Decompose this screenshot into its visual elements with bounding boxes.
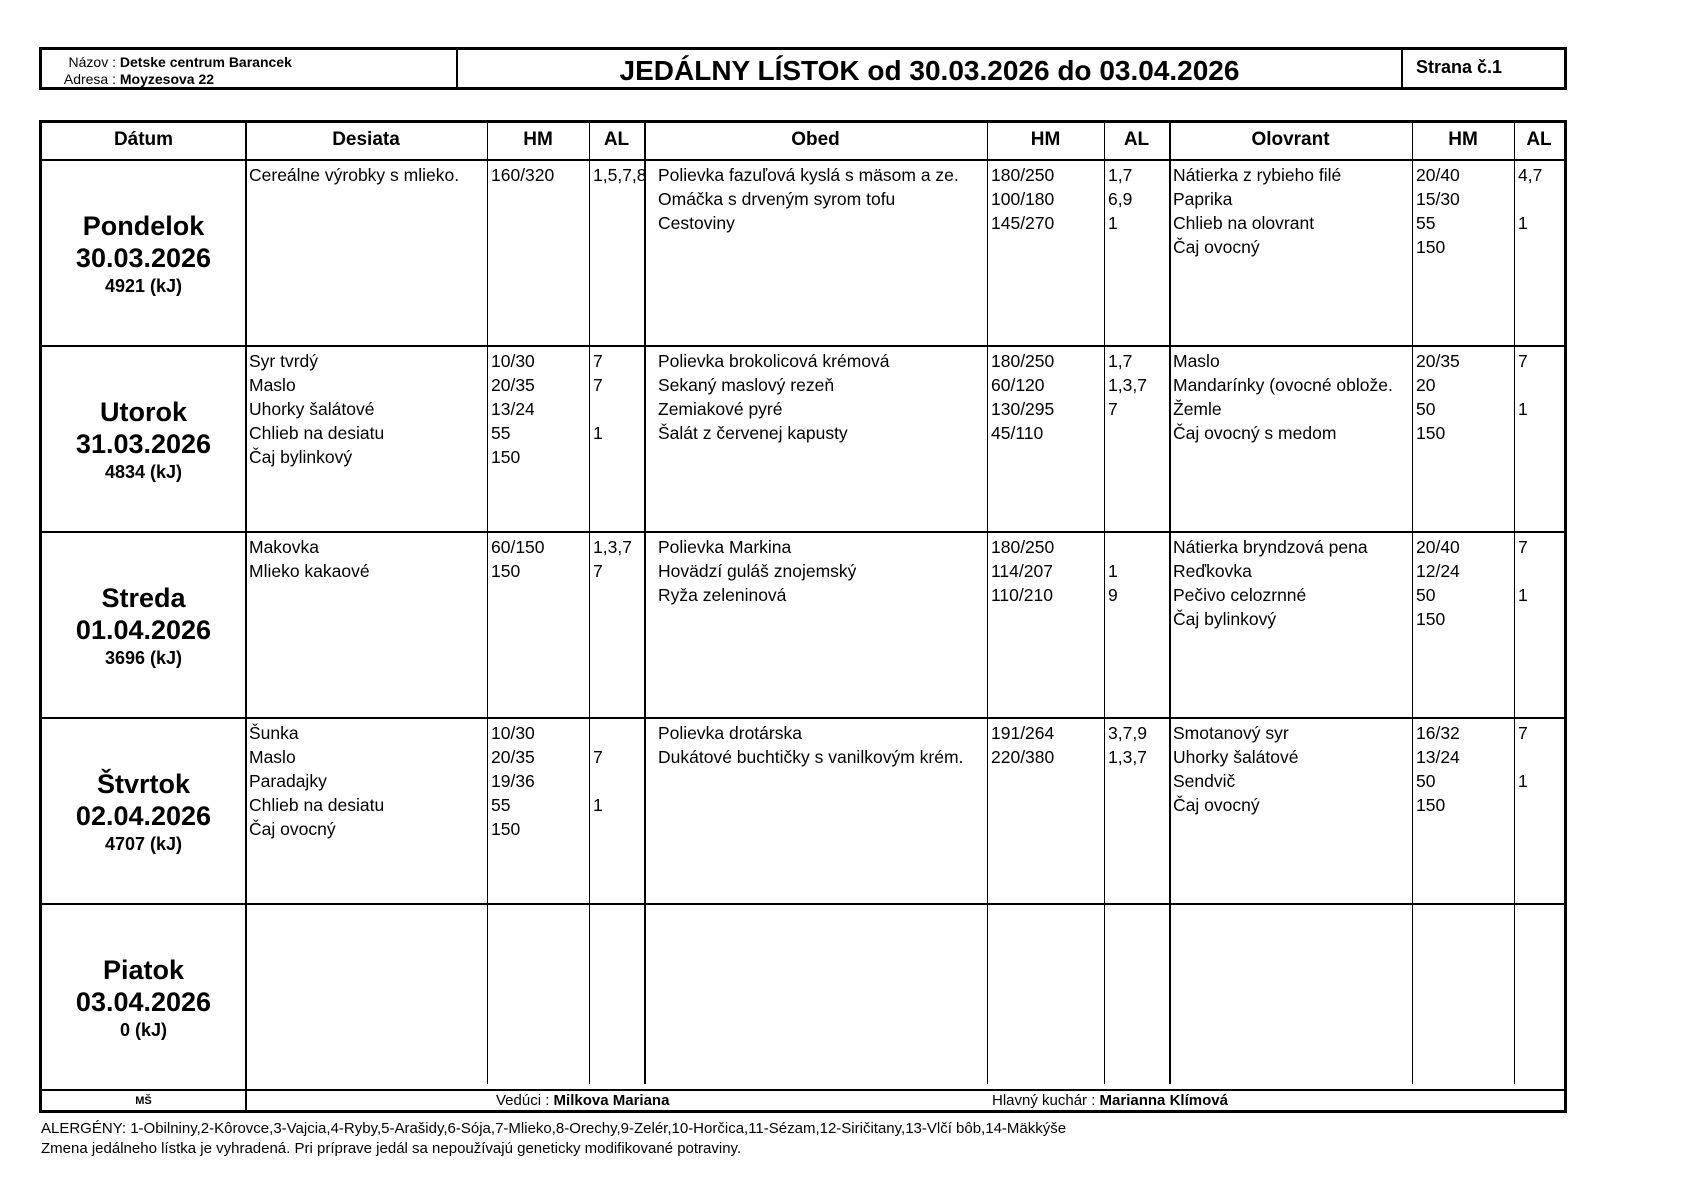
lunch-al: 1,3,7 — [1108, 375, 1147, 395]
afternoon-al — [1518, 421, 1528, 445]
chef-signature — [992, 1089, 1228, 1113]
snack-al — [593, 721, 603, 745]
lunch-hm-cell — [991, 349, 1054, 445]
lunch-al — [1108, 421, 1147, 445]
afternoon-item: Chlieb na olovrant — [1173, 213, 1315, 233]
afternoon-item-cell — [1173, 721, 1298, 817]
afternoon-hm: 20 — [1416, 375, 1436, 395]
afternoon-item: Čaj ovocný — [1173, 237, 1260, 257]
day-name: Streda — [101, 583, 186, 613]
row-divider — [42, 345, 1564, 347]
afternoon-al-cell — [1518, 535, 1528, 631]
afternoon-al — [1518, 559, 1528, 583]
facility-address: Moyzesova 22 — [119, 71, 215, 87]
lunch-hm: 180/250 — [991, 537, 1055, 557]
day-energy: 3696 (kJ) — [104, 648, 183, 668]
snack-item: Uhorky šalátové — [249, 399, 375, 419]
afternoon-item: Žemle — [1173, 399, 1222, 419]
snack-hm-cell — [491, 721, 535, 841]
snack-hm-cell — [491, 535, 545, 583]
afternoon-item-cell — [1173, 163, 1341, 259]
afternoon-al: 7 — [1518, 537, 1528, 557]
col-divider — [1104, 123, 1105, 1084]
afternoon-hm-cell — [1416, 535, 1460, 631]
snack-item: Paradajky — [249, 771, 327, 791]
lunch-hm: 114/207 — [991, 561, 1053, 581]
afternoon-al — [1518, 235, 1542, 259]
lunch-al-cell — [1108, 721, 1147, 769]
snack-al: 7 — [593, 375, 603, 395]
afternoon-al: 1 — [1518, 771, 1528, 791]
afternoon-item: Pečivo celozrnné — [1173, 585, 1307, 605]
afternoon-al-cell — [1518, 721, 1528, 817]
day-date: 02.04.2026 — [75, 801, 212, 831]
afternoon-hm: 20/40 — [1416, 537, 1460, 557]
snack-hm: 60/150 — [491, 537, 545, 557]
lunch-item-cell — [658, 535, 856, 607]
allergen-legend: ALERGÉNY: 1-Obilniny,2-Kôrovce,3-Vajcia,4-Ryby,5-Arašidy,6-Sója,7-Mlieko,8-Orechy,9-Zelér,10-Horčica,11-Sézam,12-Siričitany,13-Vlčí bôb,14-Mäkkýše — [41, 1120, 1067, 1137]
lunch-item: Šalát z červenej kapusty — [658, 423, 848, 443]
name-label: Názov : — [68, 54, 116, 70]
col-header-snack-hm: HM — [523, 129, 553, 150]
snack-hm: 55 — [491, 795, 511, 815]
afternoon-al — [1518, 373, 1528, 397]
snack-al-cell — [593, 349, 603, 469]
snack-item: Cereálne výrobky s mlieko. — [249, 165, 460, 185]
lunch-al-cell — [1108, 163, 1132, 235]
lunch-item: Zemiakové pyré — [658, 399, 783, 419]
afternoon-hm-cell — [1416, 721, 1460, 817]
chef-name: Marianna Klímová — [1099, 1092, 1228, 1109]
lunch-item: Polievka fazuľová kyslá s mäsom a ze. — [658, 165, 959, 185]
afternoon-item-cell — [1173, 349, 1393, 445]
col-divider — [589, 123, 590, 1084]
snack-item: Makovka — [249, 537, 320, 557]
afternoon-item: Čaj ovocný — [1173, 795, 1260, 815]
snack-item-cell — [249, 163, 459, 187]
afternoon-hm: 150 — [1416, 795, 1446, 815]
day-name: Piatok — [102, 955, 185, 985]
snack-hm: 10/30 — [491, 351, 535, 371]
snack-item: Chlieb na desiatu — [249, 423, 385, 443]
snack-hm: 10/30 — [491, 723, 535, 743]
afternoon-hm-cell — [1416, 163, 1460, 259]
afternoon-al: 1 — [1518, 213, 1528, 233]
col-divider — [1412, 123, 1413, 1084]
snack-item: Syr tvrdý — [249, 351, 319, 371]
lunch-item: Polievka brokolicová krémová — [658, 351, 890, 371]
afternoon-hm: 12/24 — [1416, 561, 1460, 581]
lunch-al-cell — [1108, 535, 1118, 607]
snack-hm-cell — [491, 163, 554, 187]
col-divider — [987, 123, 988, 1084]
row-divider — [42, 531, 1564, 533]
lunch-item: Polievka drotárska — [658, 723, 802, 743]
snack-al-cell — [593, 721, 603, 841]
col-header-lunch-hm: HM — [1030, 129, 1061, 150]
afternoon-hm: 13/24 — [1416, 747, 1460, 767]
afternoon-al: 1 — [1518, 399, 1528, 419]
row-divider — [42, 159, 1564, 161]
afternoon-al: 7 — [1518, 351, 1528, 371]
afternoon-item: Čaj ovocný s medom — [1173, 423, 1337, 443]
snack-hm: 55 — [491, 423, 511, 443]
snack-item: Čaj bylinkový — [249, 447, 353, 467]
lunch-al: 1,7 — [1108, 165, 1133, 185]
lunch-hm: 180/250 — [991, 351, 1055, 371]
snack-item: Chlieb na desiatu — [249, 795, 385, 815]
footer-initials: MŠ — [135, 1095, 152, 1107]
col-header-afternoon-al: AL — [1526, 129, 1552, 150]
afternoon-hm: 50 — [1416, 585, 1436, 605]
snack-al-cell — [593, 163, 647, 187]
snack-al — [593, 445, 603, 469]
col-divider — [644, 123, 646, 1084]
day-label — [42, 719, 245, 905]
afternoon-al — [1518, 607, 1528, 631]
lunch-hm-cell — [991, 163, 1054, 235]
lunch-al: 3,7,9 — [1108, 723, 1147, 743]
afternoon-al-cell — [1518, 163, 1542, 259]
lunch-item: Cestoviny — [658, 213, 735, 233]
day-energy: 0 (kJ) — [119, 1020, 168, 1040]
snack-hm: 13/24 — [491, 399, 535, 419]
lunch-hm: 180/250 — [991, 165, 1055, 185]
afternoon-hm: 20/35 — [1416, 351, 1460, 371]
afternoon-hm: 150 — [1416, 609, 1446, 629]
lunch-hm: 191/264 — [991, 723, 1055, 743]
lunch-item-cell — [658, 163, 959, 235]
snack-al — [593, 817, 603, 841]
afternoon-item-cell — [1173, 535, 1368, 631]
manager-label: Vedúci : — [496, 1092, 550, 1109]
afternoon-hm: 150 — [1416, 423, 1446, 443]
col-divider — [245, 123, 247, 1110]
afternoon-item: Smotanový syr — [1173, 723, 1289, 743]
snack-item: Maslo — [249, 375, 296, 395]
snack-al — [593, 769, 603, 793]
snack-al — [593, 397, 603, 421]
row-divider — [42, 903, 1564, 905]
afternoon-al — [1518, 745, 1528, 769]
lunch-hm: 145/270 — [991, 213, 1055, 233]
snack-al: 1,5,7,8 — [593, 165, 647, 185]
lunch-item: Dukátové buchtičky s vanilkovým krém. — [658, 747, 964, 767]
snack-hm: 20/35 — [491, 375, 535, 395]
afternoon-hm: 55 — [1416, 213, 1436, 233]
lunch-hm: 110/210 — [991, 585, 1053, 605]
lunch-al-cell — [1108, 349, 1147, 445]
lunch-hm: 220/380 — [991, 747, 1055, 767]
snack-al: 1,3,7 — [593, 537, 632, 557]
lunch-item: Sekaný maslový rezeň — [658, 375, 835, 395]
col-header-snack: Desiata — [332, 129, 400, 150]
day-label — [42, 533, 245, 719]
lunch-al: 1 — [1108, 561, 1118, 581]
lunch-al: 7 — [1108, 399, 1118, 419]
snack-al-cell — [593, 535, 632, 583]
afternoon-item: Nátierka bryndzová pena — [1173, 537, 1368, 557]
row-divider — [42, 1089, 1564, 1091]
snack-hm-cell — [491, 349, 535, 469]
snack-al: 7 — [593, 747, 603, 767]
lunch-item: Ryža zeleninová — [658, 585, 787, 605]
snack-hm: 150 — [491, 819, 521, 839]
col-divider — [1169, 123, 1171, 1084]
afternoon-al — [1518, 793, 1528, 817]
col-header-lunch-al: AL — [1123, 129, 1150, 150]
afternoon-item: Sendvič — [1173, 771, 1236, 791]
lunch-hm: 100/180 — [991, 189, 1055, 209]
afternoon-item: Uhorky šalátové — [1173, 747, 1299, 767]
lunch-al — [1108, 535, 1118, 559]
col-header-afternoon-hm: HM — [1448, 129, 1478, 150]
snack-al: 7 — [593, 561, 603, 581]
day-date: 31.03.2026 — [75, 429, 212, 459]
afternoon-item: Reďkovka — [1173, 561, 1252, 581]
lunch-item: Omáčka s drveným syrom tofu — [658, 189, 896, 209]
snack-item-cell — [249, 535, 370, 583]
lunch-hm: 130/295 — [991, 399, 1055, 419]
afternoon-item: Nátierka z rybieho filé — [1173, 165, 1342, 185]
snack-item: Čaj ovocný — [249, 819, 336, 839]
menu-header — [39, 47, 1567, 90]
afternoon-hm: 20/40 — [1416, 165, 1460, 185]
day-label — [42, 161, 245, 347]
day-date: 30.03.2026 — [75, 243, 212, 273]
chef-label: Hlavný kuchár : — [992, 1092, 1096, 1109]
snack-hm: 150 — [491, 447, 521, 467]
lunch-hm-cell — [991, 535, 1054, 607]
col-header-date: Dátum — [113, 129, 174, 150]
manager-signature — [496, 1089, 669, 1113]
day-energy: 4921 (kJ) — [104, 276, 183, 296]
afternoon-al: 7 — [1518, 723, 1528, 743]
afternoon-hm: 15/30 — [1416, 189, 1460, 209]
snack-item: Maslo — [249, 747, 296, 767]
lunch-al: 1,7 — [1108, 351, 1133, 371]
day-energy: 4707 (kJ) — [104, 834, 183, 854]
snack-item-cell — [249, 349, 384, 469]
lunch-al: 9 — [1108, 585, 1118, 605]
afternoon-item: Maslo — [1173, 351, 1220, 371]
afternoon-item: Paprika — [1173, 189, 1233, 209]
address-label: Adresa : — [63, 71, 116, 87]
lunch-al: 6,9 — [1108, 189, 1133, 209]
afternoon-hm: 150 — [1416, 237, 1446, 257]
snack-al: 1 — [593, 795, 603, 815]
afternoon-al: 1 — [1518, 585, 1528, 605]
lunch-item: Hovädzí guláš znojemský — [658, 561, 857, 581]
day-name: Pondelok — [82, 211, 205, 241]
page-number: Strana č.1 — [1416, 57, 1503, 77]
day-name: Štvrtok — [96, 769, 191, 799]
snack-hm: 160/320 — [491, 165, 555, 185]
afternoon-al — [1518, 187, 1542, 211]
snack-item: Mlieko kakaové — [249, 561, 370, 581]
snack-hm: 20/35 — [491, 747, 535, 767]
facility-name: Detske centrum Barancek — [119, 54, 292, 70]
afternoon-hm: 16/32 — [1416, 723, 1460, 743]
manager-name: Milkova Mariana — [553, 1092, 670, 1109]
row-divider — [42, 717, 1564, 719]
day-label — [42, 905, 245, 1091]
col-divider — [487, 123, 488, 1084]
lunch-hm: 45/110 — [991, 423, 1044, 443]
afternoon-hm: 50 — [1416, 399, 1436, 419]
lunch-al: 1 — [1108, 213, 1118, 233]
day-date: 03.04.2026 — [75, 987, 212, 1017]
lunch-item-cell — [658, 349, 890, 445]
col-divider — [1514, 123, 1515, 1084]
day-date: 01.04.2026 — [75, 615, 212, 645]
snack-al: 1 — [593, 423, 603, 443]
menu-table — [39, 120, 1567, 1113]
afternoon-al: 4,7 — [1518, 165, 1543, 185]
snack-hm: 150 — [491, 561, 521, 581]
snack-item: Šunka — [249, 723, 299, 743]
snack-al: 7 — [593, 351, 603, 371]
afternoon-item: Čaj bylinkový — [1173, 609, 1277, 629]
col-header-lunch: Obed — [791, 129, 840, 150]
page-title: JEDÁLNY LÍSTOK od 30.03.2026 do 03.04.2026 — [458, 50, 1403, 87]
lunch-al: 1,3,7 — [1108, 747, 1147, 767]
afternoon-al-cell — [1518, 349, 1528, 445]
snack-hm: 19/36 — [491, 771, 535, 791]
lunch-item: Polievka Markina — [658, 537, 792, 557]
day-energy: 4834 (kJ) — [104, 462, 183, 482]
day-label — [42, 347, 245, 533]
lunch-hm-cell — [991, 721, 1054, 769]
snack-item-cell — [249, 721, 384, 841]
col-header-snack-al: AL — [603, 129, 630, 150]
lunch-hm: 60/120 — [991, 375, 1045, 395]
afternoon-hm: 50 — [1416, 771, 1436, 791]
disclaimer: Zmena jedálneho lístka je vyhradená. Pri príprave jedál sa nepoužívajú geneticky modifikované potraviny. — [41, 1140, 742, 1157]
facility-info — [42, 50, 458, 87]
afternoon-item: Mandarínky (ovocné oblože. — [1173, 375, 1393, 395]
afternoon-hm-cell — [1416, 349, 1460, 445]
lunch-item-cell — [658, 721, 963, 769]
day-name: Utorok — [100, 397, 187, 427]
col-header-afternoon: Olovrant — [1251, 129, 1330, 150]
